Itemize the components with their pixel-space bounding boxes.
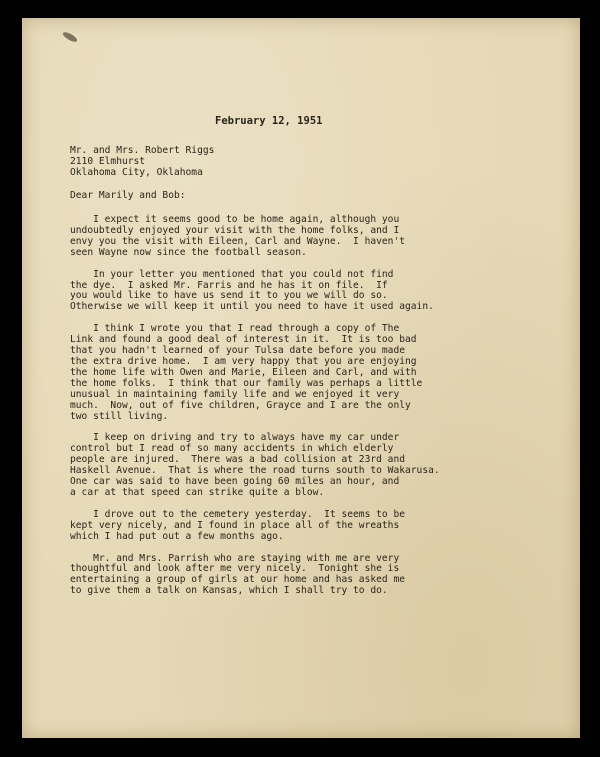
ink-smudge: [62, 30, 79, 43]
text-line: people are injured. There was a bad collision at 23rd and: [70, 454, 406, 466]
text-line: Link and found a good deal of interest in it. It is too bad: [70, 334, 417, 346]
text-line: In your letter you mentioned that you could not find: [70, 268, 394, 280]
text-line: entertaining a group of girls at our home and has asked me: [70, 574, 406, 586]
text-line: seen Wayne now since the football season.: [70, 246, 307, 258]
text-line: two still living.: [70, 410, 169, 422]
text-line: I drove out to the cemetery yesterday. It seems to be: [70, 508, 406, 520]
text-line: envy you the visit with Eileen, Carl and Wayne. I haven't: [70, 235, 406, 247]
salutation: Dear Marily and Bob:: [70, 190, 186, 201]
text-line: to give them a talk on Kansas, which I shall try to do.: [70, 585, 388, 597]
text-line: control but I read of so many accidents in which elderly: [70, 443, 394, 455]
letter-body: [70, 215, 530, 608]
text-line: which I had put out a few months ago.: [70, 530, 284, 542]
address-line: 2110 Elmhurst: [70, 156, 146, 167]
address-line: Mr. and Mrs. Robert Riggs: [70, 145, 215, 156]
text-line: you would like to have us send it to you we will do so.: [70, 290, 388, 302]
text-line: undoubtedly enjoyed your visit with the home folks, and I: [70, 224, 400, 236]
text-line: One car was said to have been going 60 miles an hour, and: [70, 476, 400, 488]
text-line: the extra drive home. I am very happy that you are enjoying: [70, 355, 417, 367]
text-line: the home folks. I think that our family was perhaps a little: [70, 377, 423, 389]
text-line: unusual in maintaining family life and we enjoyed it very: [70, 388, 400, 400]
text-line: Haskell Avenue. That is where the road turns south to Wakarusa.: [70, 465, 440, 477]
address-line: Oklahoma City, Oklahoma: [70, 167, 203, 178]
text-line: the home life with Owen and Marie, Eileen and Carl, and with: [70, 366, 417, 378]
text-line: thoughtful and look after me very nicely. Tonight she is: [70, 563, 400, 575]
text-line: I think I wrote you that I read through a copy of The: [70, 323, 400, 335]
text-line: a car at that speed can strike quite a blow.: [70, 486, 325, 498]
text-line: that you hadn't learned of your Tulsa date before you made: [70, 345, 406, 357]
text-line: Mr. and Mrs. Parrish who are staying with me are very: [70, 552, 400, 564]
letter-date: February 12, 1951: [215, 115, 323, 127]
text-line: the dye. I asked Mr. Farris and he has it on file. If: [70, 279, 388, 291]
text-line: much. Now, out of five children, Grayce and I are the only: [70, 399, 411, 411]
paragraph: [70, 554, 530, 598]
paragraph: [70, 215, 530, 259]
paragraph: [70, 270, 530, 314]
recipient-address: [70, 145, 214, 178]
text-line: I expect it seems good to be home again, although you: [70, 214, 400, 225]
paragraph: [70, 324, 530, 422]
text-line: kept very nicely, and I found in place all of the wreaths: [70, 519, 400, 531]
paragraph: [70, 510, 530, 543]
paragraph: [70, 433, 530, 498]
text-line: Otherwise we will keep it until you need to have it used again.: [70, 301, 434, 313]
text-line: I keep on driving and try to always have my car under: [70, 432, 400, 444]
